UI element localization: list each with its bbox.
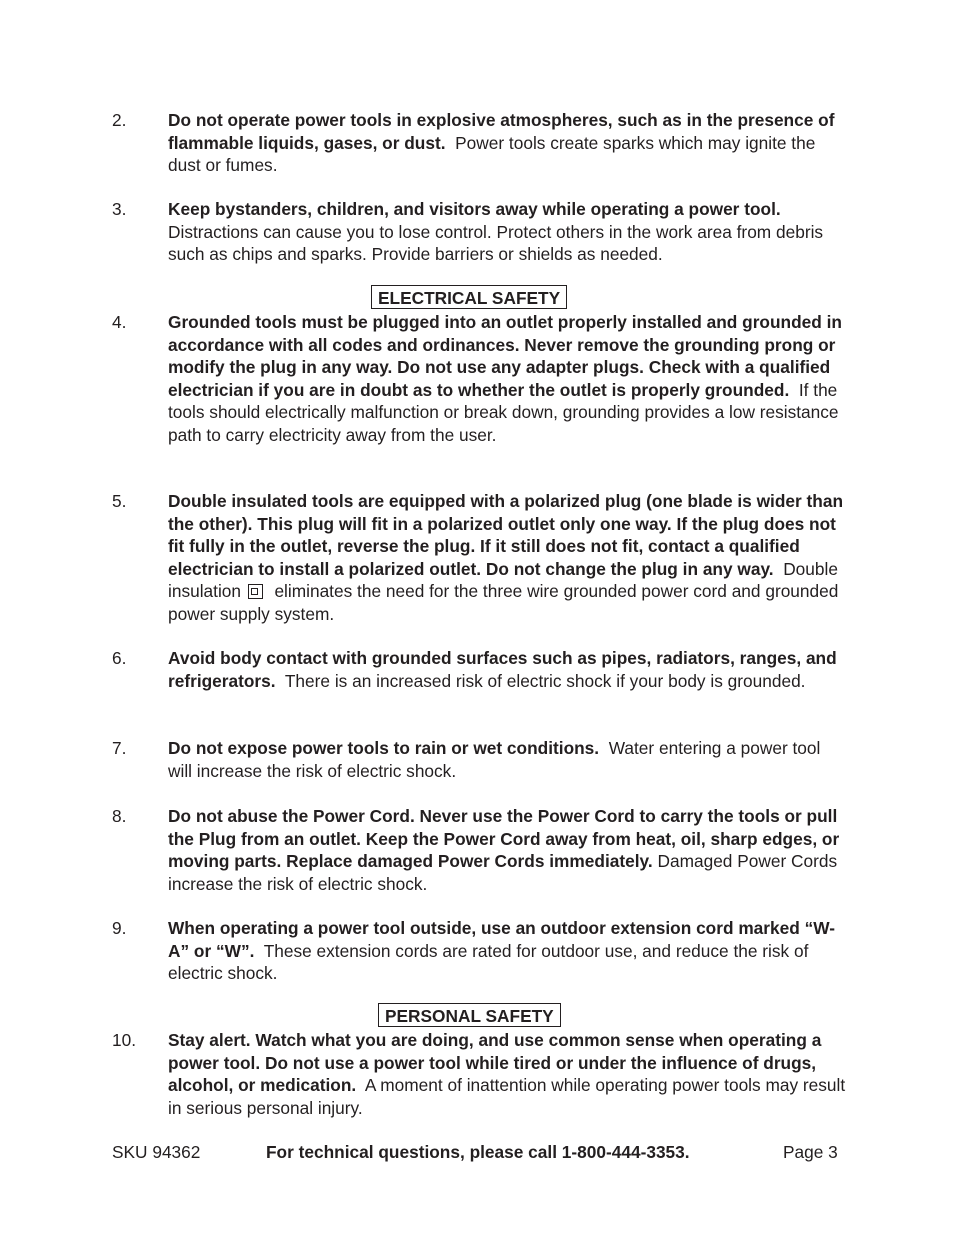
personal-safety-heading: PERSONAL SAFETY [378,1003,561,1027]
item-bold-text: Avoid body contact with grounded surfaces such as pipes, radiators, ranges, and refrigerators. [168,648,837,691]
item-text [168,1029,848,1119]
item-plain-text: These extension cords are rated for outdoor use, and reduce the risk of electric shock. [168,940,809,984]
item-number: 2. [112,110,127,130]
item-number: 3. [112,199,127,219]
item-bold-text: Do not operate power tools in explosive atmospheres, such as in the presence of flammable liquids, gases, or dust. [168,110,835,153]
item-plain-text: Water entering a power tool will increase the risk of electric shock. [168,738,821,781]
item-bold-text: Keep bystanders, children, and visitors away while operating a power tool. [168,199,781,219]
item-text [168,737,848,782]
item-text [168,109,848,177]
item-number: 6. [112,648,127,668]
item-bold-text: Do not expose power tools to rain or wet conditions. [168,738,600,758]
item-text [168,198,848,266]
item-plain-text: A moment of inattention while operating power tools may result in serious personal injury. [168,1075,846,1118]
item-number: 9. [112,918,127,938]
item-text [168,490,848,626]
item-plain-text: Power tools create sparks which may ignite the dust or fumes. [168,132,816,176]
item-number: 8. [112,806,127,826]
footer-sku: SKU 94362 [112,1142,201,1162]
item-plain-text: Double insulation [168,558,838,602]
item-text [168,917,848,985]
electrical-safety-heading: ELECTRICAL SAFETY [371,285,567,309]
item-bold-text: Grounded tools must be plugged into an outlet properly installed and grounded in accordance with all codes and ordinances. Never remove the grounding prong or modify the plug in any way. Do not use any adapter plugs. Check with a qualified electrician if you are in doubt as to whether the outlet is properly grounded. [168,312,842,400]
item-number: 10. [112,1030,137,1050]
footer-phone: For technical questions, please call 1-800-444-3353. [266,1142,690,1162]
footer-page-number: Page 3 [783,1142,838,1162]
item-text [168,805,848,895]
item-plain-text: Distractions can cause you to lose control. Protect others in the work area from debris such as chips and sparks. Provide barriers or shields as needed. [168,221,824,265]
item-text [168,647,848,692]
item-bold-text: When operating a power tool outside, use an outdoor extension cord marked “W-A” or “W”. [168,918,835,961]
item-plain-text: Damaged Power Cords increase the risk of electric shock. [168,851,838,894]
item-bold-text: Stay alert. Watch what you are doing, and use common sense when operating a power tool. Do not use a power tool while tired or under the influence of drugs, alcohol, or medication. [168,1030,822,1096]
item-plain-text: There is an increased risk of electric shock if your body is grounded. [284,670,806,691]
item-number: 7. [112,738,127,758]
item-number: 5. [112,491,127,511]
item-number: 4. [112,312,127,332]
double-insulation-icon [248,584,263,599]
item-bold-text: Double insulated tools are equipped with a polarized plug (one blade is wider than the other). This plug will fit in a polarized outlet only one way. If the plug does not fit fully in the outlet, reverse the plug. If it still does not fit, contact a qualified electrician to install a polarized outlet. Do not change the plug in any way. [168,491,843,579]
item-bold-text: Do not abuse the Power Cord. Never use the Power Cord to carry the tools or pull the Plug from an outlet. Keep the Power Cord away from heat, oil, sharp edges, or moving parts. Replace damaged Power Cords immediately. [168,806,840,872]
item-text [168,311,848,447]
item-plain-text: If the tools should electrically malfunction or break down, grounding provides a low resistance path to carry electricity away from the user. [168,379,839,445]
item-plain-text-after: eliminates the need for the three wire grounded power cord and grounded power supply system. [168,581,839,624]
